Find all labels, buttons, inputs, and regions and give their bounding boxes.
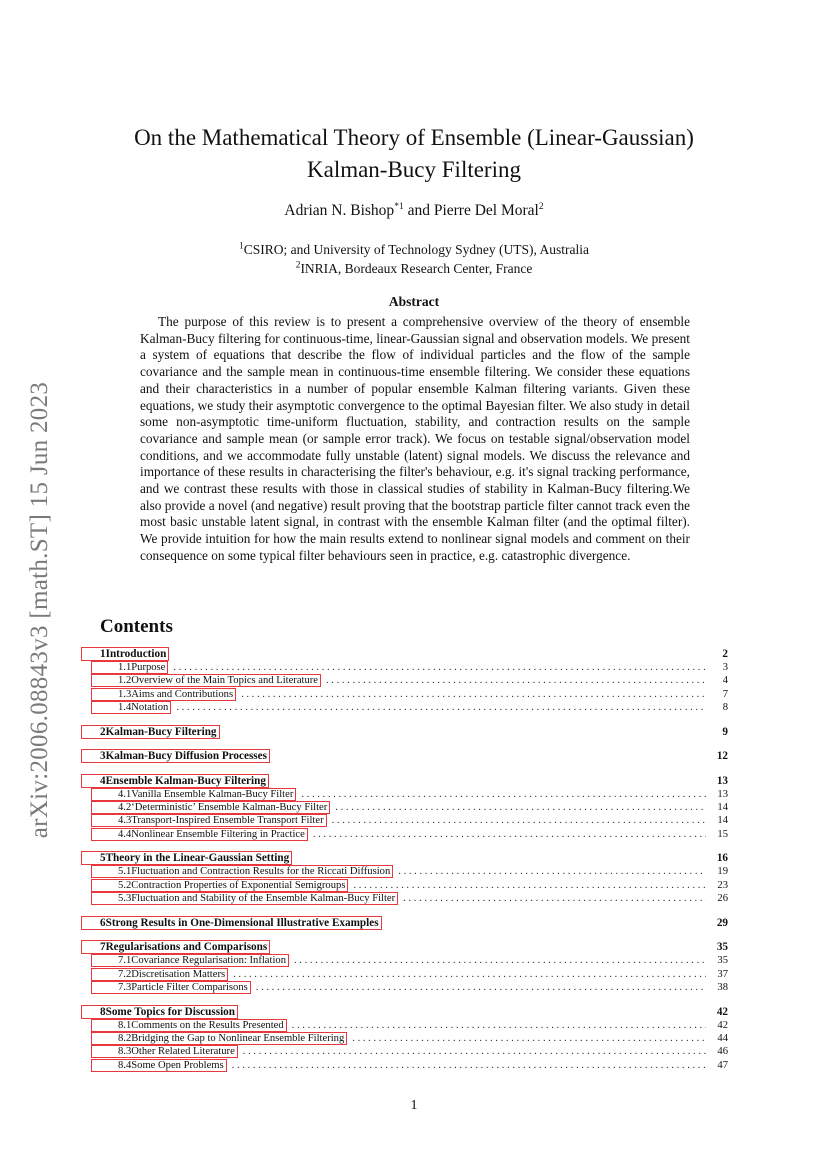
toc-section-5 (100, 852, 728, 906)
toc-title: Kalman-Bucy Filtering (105, 725, 217, 738)
toc-link[interactable] (82, 750, 269, 762)
table-of-contents (100, 648, 728, 1083)
title-line-1: On the Mathematical Theory of Ensemble (Linear-Gaussian) (134, 125, 694, 150)
toc-page: 8 (722, 701, 728, 713)
toc-leader-dots (233, 969, 706, 980)
toc-title: Kalman-Bucy Diffusion Processes (105, 750, 267, 763)
toc-leader-dots (335, 802, 706, 813)
toc-leader-dots (243, 1046, 706, 1057)
toc-entry[interactable] (100, 775, 728, 789)
arxiv-identifier: arXiv:2006.08843v3 [math.ST] 15 Jun 2023 (26, 381, 53, 839)
toc-leader-dots (332, 815, 706, 826)
toc-leader-dots (292, 1020, 706, 1031)
toc-title: Contraction Properties of Exponential Semigroups (131, 879, 346, 891)
toc-number: 8.2 (118, 1032, 132, 1044)
toc-subentry[interactable] (100, 802, 728, 815)
toc-link[interactable] (92, 982, 250, 993)
toc-subentry[interactable] (100, 880, 728, 893)
toc-page: 13 (717, 788, 728, 800)
toc-leader-dots (173, 662, 706, 673)
toc-page: 37 (717, 968, 728, 980)
toc-subentry[interactable] (100, 1060, 728, 1073)
toc-number: 1.2 (118, 675, 132, 687)
toc-link[interactable] (92, 893, 397, 904)
toc-title: Fluctuation and Contraction Results for the Riccati Diffusion (131, 866, 391, 878)
toc-leader-dots (294, 955, 706, 966)
toc-number: 4 (100, 774, 106, 787)
toc-section-6 (100, 917, 728, 931)
toc-link[interactable] (82, 852, 291, 864)
toc-page: 42 (717, 1019, 728, 1031)
toc-title: Particle Filter Comparisons (131, 981, 248, 993)
toc-title: Ensemble Kalman-Bucy Filtering (105, 774, 266, 787)
toc-link[interactable] (82, 648, 168, 660)
page-number: 1 (410, 1098, 418, 1113)
toc-leader-dots (301, 789, 706, 800)
author-del-moral: Pierre Del Moral (433, 202, 539, 219)
toc-link[interactable] (92, 866, 392, 877)
toc-section-1 (100, 648, 728, 715)
toc-number: 7 (100, 941, 106, 954)
toc-section-3 (100, 750, 728, 764)
toc-leader-dots (403, 893, 706, 904)
toc-entry[interactable] (100, 917, 728, 931)
toc-leader-dots (352, 1033, 706, 1044)
toc-number: 8 (100, 1005, 106, 1018)
toc-subentry[interactable] (100, 675, 728, 688)
toc-link[interactable] (82, 941, 269, 953)
toc-link[interactable] (92, 702, 170, 713)
toc-section-7 (100, 941, 728, 995)
toc-entry[interactable] (100, 1006, 728, 1020)
toc-title: Some Open Problems (131, 1059, 224, 1071)
toc-title: Other Related Literature (131, 1046, 235, 1058)
toc-leader-dots (256, 982, 706, 993)
toc-subentry[interactable] (100, 662, 728, 675)
toc-leader-dots (398, 866, 706, 877)
toc-link[interactable] (82, 726, 219, 738)
toc-page: 26 (717, 892, 728, 904)
toc-number: 1 (100, 648, 106, 660)
toc-subentry[interactable] (100, 689, 728, 702)
author-bishop-mark: *1 (394, 201, 404, 212)
affiliation-1: $^1$CSIRO; and University of Technology Sydney (UTS), Australia (238, 241, 590, 257)
toc-page: 19 (717, 866, 728, 878)
toc-number: 7.3 (118, 981, 132, 993)
author-bishop: Adrian N. Bishop (284, 202, 395, 219)
toc-title: Vanilla Ensemble Kalman-Bucy Filter (131, 788, 294, 800)
toc-page: 9 (722, 725, 728, 738)
toc-subentry[interactable] (100, 955, 728, 968)
toc-subentry[interactable] (100, 969, 728, 982)
toc-title: Some Topics for Discussion (105, 1005, 236, 1018)
toc-number: 8.4 (118, 1059, 132, 1071)
toc-title: Nonlinear Ensemble Filtering in Practice (131, 828, 305, 840)
toc-title: Notation (131, 701, 169, 713)
toc-subentry[interactable] (100, 702, 728, 715)
toc-subentry[interactable] (100, 1020, 728, 1033)
toc-section-4 (100, 775, 728, 842)
toc-page: 23 (717, 879, 728, 891)
paper-title (0, 122, 828, 186)
toc-entry[interactable] (100, 726, 728, 740)
toc-link[interactable] (92, 662, 167, 673)
toc-link[interactable] (92, 675, 320, 686)
toc-title: Transport-Inspired Ensemble Transport Filter (131, 815, 324, 827)
toc-title: Overview of the Main Topics and Literature (131, 675, 318, 687)
toc-link[interactable] (82, 775, 268, 787)
toc-page: 29 (716, 916, 728, 929)
toc-number: 6 (100, 916, 106, 929)
toc-page: 35 (716, 941, 728, 954)
toc-link[interactable] (92, 789, 295, 800)
toc-page: 4 (722, 675, 728, 687)
arxiv-sidebar-stamp (22, 350, 58, 870)
toc-link[interactable] (92, 689, 235, 700)
title-line-2: Kalman-Bucy Filtering (307, 157, 521, 182)
toc-number: 4.2 (118, 801, 132, 813)
toc-number: 4.1 (118, 788, 132, 800)
toc-entry[interactable] (100, 750, 728, 764)
toc-number: 7.1 (118, 955, 132, 967)
toc-link[interactable] (92, 1033, 346, 1044)
toc-title: Strong Results in One-Dimensional Illustrative Examples (105, 916, 379, 929)
toc-link[interactable] (92, 880, 347, 891)
toc-link[interactable] (92, 815, 326, 826)
toc-title: Introduction (105, 648, 167, 660)
toc-leader-dots (241, 689, 706, 700)
toc-page: 14 (717, 801, 728, 813)
toc-number: 5.3 (118, 892, 132, 904)
toc-page: 7 (722, 688, 728, 700)
toc-entry[interactable] (100, 941, 728, 955)
toc-subentry[interactable] (100, 829, 728, 842)
toc-page: 3 (722, 662, 728, 673)
toc-page: 13 (716, 774, 728, 787)
toc-section-2 (100, 726, 728, 740)
abstract-text: The purpose of this review is to present a comprehensive overview of the theory of ensemble Kalman-Bucy filtering for continuous-time, linear-Gaussian signal and observation models. We present a system of equations that describe the flow of individual particles and the flow of the sample covariance and the sample mean in continuous-time ensemble filtering. We consider these equations and their characteristics in a number of popular ensemble Kalman filtering variants. Given these equations, we study their asymptotic convergence to the optimal Bayesian filter. We also study in detail some non-asymptotic time-uniform fluctuation, stability, and contraction results on the sample covariance and sample mean (or sample error track). We focus on testable signal/observation model conditions, and we accommodate fully unstable (latent) signal models. We discuss the relevance and importance of these results in characterising the filter's behaviour, e.g. it's signal tracking performance, and we contrast these results with those in classical studies of stability in Kalman-Bucy filtering.We also provide a novel (and negative) result proving that the bootstrap particle filter cannot track even the most basic unstable latent signal, in contrast with the ensemble Kalman filter (and the optimal filter). We provide intuition for how the main results extend to nonlinear signal models and comment on their consequence on some typical filter behaviours seen in practice, e.g. catastrophic divergence. (140, 314, 690, 563)
toc-title: Covariance Regularisation: Inflation (131, 955, 286, 967)
toc-link[interactable] (92, 802, 329, 813)
author-conjunction: and (403, 202, 434, 219)
toc-title: Comments on the Results Presented (131, 1019, 284, 1031)
toc-number: 5 (100, 852, 106, 865)
toc-title: Regularisations and Comparisons (105, 941, 268, 954)
toc-title: ‘Deterministic’ Ensemble Kalman-Bucy Filter (131, 801, 328, 813)
toc-link[interactable] (92, 1060, 226, 1071)
toc-leader-dots (313, 829, 706, 840)
toc-subentry[interactable] (100, 982, 728, 995)
toc-number: 4.4 (118, 828, 132, 840)
affiliation-2: $^2$INRIA, Bordeaux Research Center, France (295, 260, 533, 276)
toc-subentry[interactable] (100, 1046, 728, 1059)
toc-title: Fluctuation and Stability of the Ensemble Kalman-Bucy Filter (131, 892, 396, 904)
toc-number: 1.4 (118, 701, 132, 713)
toc-subentry[interactable] (100, 893, 728, 906)
toc-link[interactable] (92, 955, 288, 966)
toc-link[interactable] (92, 969, 227, 980)
toc-page: 14 (717, 815, 728, 827)
toc-leader-dots (326, 675, 706, 686)
toc-title: Discretisation Matters (131, 968, 226, 980)
toc-number: 8.1 (118, 1019, 132, 1031)
author-list (0, 202, 828, 220)
toc-link[interactable] (92, 1020, 286, 1031)
toc-link[interactable] (92, 1046, 237, 1057)
toc-leader-dots (353, 880, 706, 891)
toc-subentry[interactable] (100, 866, 728, 879)
toc-number: 1.3 (118, 688, 132, 700)
toc-leader-dots (176, 702, 706, 713)
toc-number: 3 (100, 750, 106, 763)
contents-heading: Contents (100, 616, 173, 637)
toc-page: 35 (717, 955, 728, 967)
toc-section-8 (100, 1006, 728, 1073)
affiliations (0, 240, 828, 278)
abstract-heading: Abstract (388, 294, 440, 309)
toc-page: 15 (717, 828, 728, 840)
author-del-moral-mark: 2 (538, 201, 544, 212)
toc-entry[interactable] (100, 648, 728, 662)
toc-link[interactable] (92, 829, 307, 840)
toc-link[interactable] (82, 917, 381, 929)
toc-title: Aims and Contributions (131, 688, 234, 700)
toc-entry[interactable] (100, 852, 728, 866)
toc-number: 5.1 (118, 866, 132, 878)
toc-title: Theory in the Linear-Gaussian Setting (105, 852, 290, 865)
toc-subentry[interactable] (100, 789, 728, 802)
toc-number: 1.1 (118, 662, 132, 673)
toc-page: 38 (717, 981, 728, 993)
toc-page: 44 (717, 1032, 728, 1044)
toc-page: 2 (722, 648, 728, 660)
toc-title: Purpose (131, 662, 166, 673)
toc-number: 4.3 (118, 815, 132, 827)
toc-title: Bridging the Gap to Nonlinear Ensemble Filtering (131, 1032, 345, 1044)
toc-subentry[interactable] (100, 815, 728, 828)
toc-page: 12 (716, 750, 728, 763)
toc-page: 47 (717, 1059, 728, 1071)
toc-page: 46 (717, 1046, 728, 1058)
toc-subentry[interactable] (100, 1033, 728, 1046)
toc-number: 2 (100, 725, 106, 738)
toc-number: 8.3 (118, 1046, 132, 1058)
toc-number: 5.2 (118, 879, 132, 891)
toc-number: 7.2 (118, 968, 132, 980)
toc-link[interactable] (82, 1006, 237, 1018)
toc-page: 42 (716, 1005, 728, 1018)
toc-leader-dots (232, 1060, 706, 1071)
toc-page: 16 (716, 852, 728, 865)
